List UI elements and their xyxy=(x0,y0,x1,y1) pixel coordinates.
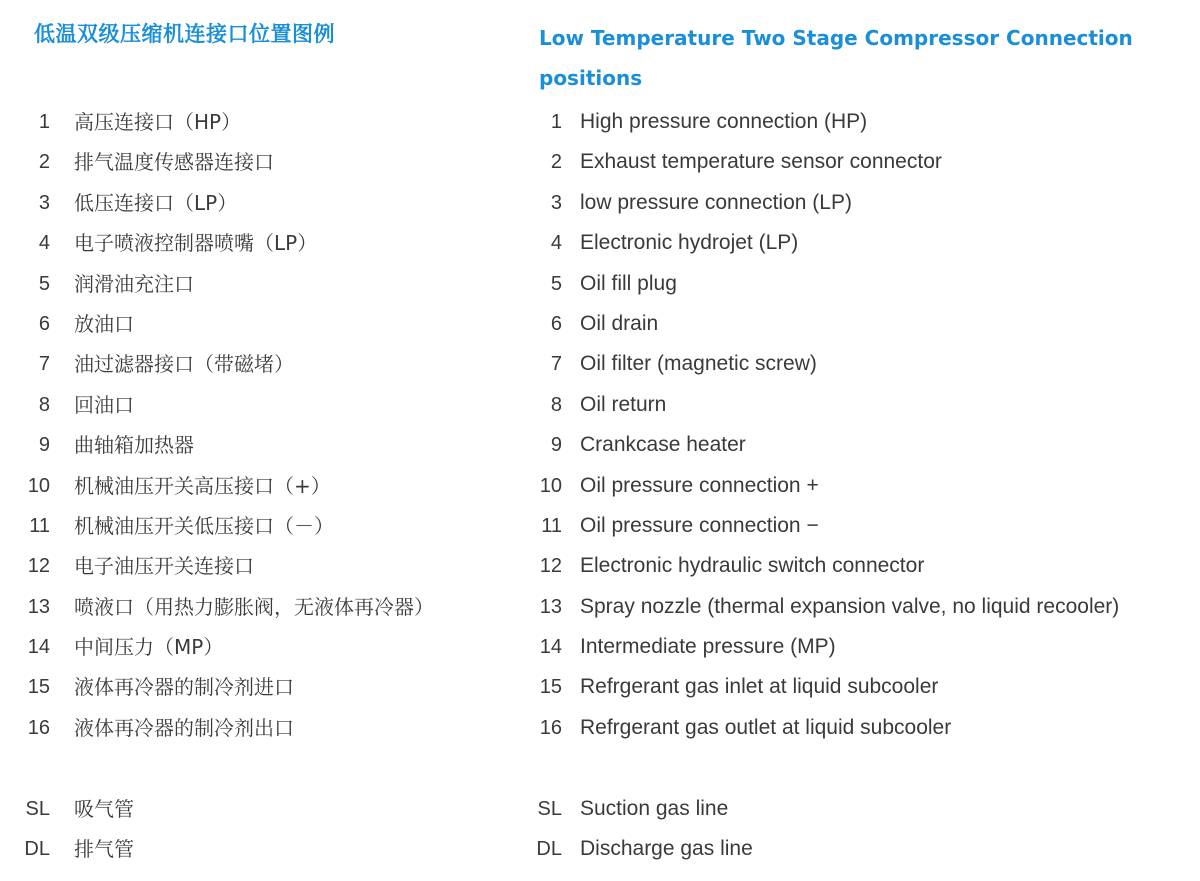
legend-text: Electronic hydrojet (LP) xyxy=(580,231,799,255)
legend-row xyxy=(520,708,1200,748)
legend-row xyxy=(0,546,520,586)
legend-text: Crankcase heater xyxy=(580,433,746,457)
legend-row xyxy=(0,304,520,344)
legend-text: Refrgerant gas inlet at liquid subcooler xyxy=(580,675,939,699)
legend-list-en xyxy=(520,102,1200,748)
legend-number: 3 xyxy=(550,191,562,214)
legend-text: Oil pressure connection − xyxy=(580,513,819,537)
legend-number: 2 xyxy=(550,151,562,174)
legend-row xyxy=(0,344,520,384)
legend-number: 7 xyxy=(550,353,562,376)
legend-row xyxy=(520,344,1200,384)
legend-row xyxy=(520,385,1200,425)
legend-text: 低压连接口（LP） xyxy=(74,190,238,215)
legend-text: 液体再冷器的制冷剂进口 xyxy=(74,675,294,700)
legend-number: 1 xyxy=(38,111,50,133)
legend-row xyxy=(0,627,520,667)
legend-text: Spray nozzle (thermal expansion valve, no liquid recooler) xyxy=(580,594,1120,618)
legend-row xyxy=(0,708,520,748)
legend-title-zh: 低温双级压缩机连接口位置图例 xyxy=(34,22,335,46)
legend-row xyxy=(520,506,1200,546)
legend-row xyxy=(0,425,520,465)
legend-number: 15 xyxy=(27,676,50,699)
legend-text: 排气温度传感器连接口 xyxy=(74,150,274,175)
legend-text: 放油口 xyxy=(74,311,134,336)
legend-number: DL xyxy=(536,838,562,861)
legend-number: 10 xyxy=(539,474,562,497)
pipe-row xyxy=(0,789,520,829)
legend-text: Electronic hydraulic switch connector xyxy=(580,554,925,578)
legend-text: Oil return xyxy=(580,392,667,416)
legend-text: 吸气管 xyxy=(74,797,134,821)
legend-number: 14 xyxy=(539,636,562,659)
legend-number: 8 xyxy=(550,393,562,416)
legend-row xyxy=(0,102,520,142)
legend-row xyxy=(520,667,1200,707)
legend-row xyxy=(0,466,520,506)
legend-row xyxy=(0,587,520,627)
legend-text: Oil pressure connection + xyxy=(580,473,819,497)
legend-text: 中间压力（MP） xyxy=(74,635,224,660)
legend-number: 9 xyxy=(550,434,562,457)
pipe-row xyxy=(520,829,1200,869)
legend-number: 6 xyxy=(550,312,562,335)
legend-row xyxy=(520,304,1200,344)
pipe-list-en xyxy=(520,789,1200,870)
legend-text: 曲轴箱加热器 xyxy=(74,433,194,458)
legend-text: Suction gas line xyxy=(580,797,729,820)
legend-number: 2 xyxy=(38,151,50,174)
legend-text: 电子油压开关连接口 xyxy=(74,554,254,579)
legend-row xyxy=(520,264,1200,304)
legend-number: 11 xyxy=(541,514,562,537)
legend-number: DL xyxy=(24,838,50,861)
legend-text: low pressure connection (LP) xyxy=(580,190,852,214)
legend-number: 9 xyxy=(38,434,50,457)
legend-number: 8 xyxy=(38,393,50,416)
legend-row xyxy=(520,466,1200,506)
legend-number: 5 xyxy=(550,272,562,295)
legend-text: 排气管 xyxy=(74,837,134,862)
legend-number: 5 xyxy=(38,272,50,295)
legend-row xyxy=(520,425,1200,465)
legend-row xyxy=(0,667,520,707)
legend-number: 14 xyxy=(27,636,50,659)
legend-number: 11 xyxy=(29,514,50,537)
legend-number: 16 xyxy=(539,716,562,739)
legend-text: High pressure connection (HP) xyxy=(580,110,868,133)
legend-number: SL xyxy=(537,798,562,820)
legend-number: 3 xyxy=(38,191,50,214)
legend-text: Discharge gas line xyxy=(580,837,753,861)
legend-row xyxy=(0,183,520,223)
legend-number: 4 xyxy=(550,232,562,255)
legend-text: 回油口 xyxy=(74,392,134,417)
legend-text: 润滑油充注口 xyxy=(74,271,194,296)
legend-text: Intermediate pressure (MP) xyxy=(580,635,836,659)
legend-row xyxy=(520,546,1200,586)
legend-row xyxy=(0,385,520,425)
legend-number: 13 xyxy=(539,595,562,618)
legend-text: 油过滤器接口（带磁堵） xyxy=(74,352,294,377)
legend-number: 12 xyxy=(539,555,562,578)
legend-number: 4 xyxy=(38,232,50,255)
legend-text: Oil drain xyxy=(580,311,659,335)
pipe-list-zh xyxy=(0,789,520,870)
legend-number: 10 xyxy=(27,474,50,497)
legend-number: 7 xyxy=(38,353,50,376)
legend-text: 高压连接口（HP） xyxy=(74,110,242,134)
legend-row xyxy=(520,102,1200,142)
legend-text: Refrgerant gas outlet at liquid subcooler xyxy=(580,715,952,739)
legend-text: Oil fill plug xyxy=(580,271,677,295)
legend-number: 12 xyxy=(27,555,50,578)
legend-row xyxy=(0,506,520,546)
legend-text: 电子喷液控制器喷嘴（LP） xyxy=(74,231,318,256)
legend-number: 13 xyxy=(27,595,50,618)
legend-number: 16 xyxy=(27,716,50,739)
legend-number: 1 xyxy=(550,111,562,133)
legend-row xyxy=(520,142,1200,182)
legend-number: SL xyxy=(25,798,50,820)
legend-text: 喷液口（用热力膨胀阀，无液体再冷器） xyxy=(74,594,434,619)
pipe-row xyxy=(0,829,520,869)
legend-text: Oil filter (magnetic screw) xyxy=(580,352,817,376)
legend-number: 15 xyxy=(539,676,562,699)
legend-title-en: Low Temperature Two Stage Compressor Connection positions xyxy=(539,26,1133,90)
legend-number: 6 xyxy=(38,312,50,335)
legend-text: Exhaust temperature sensor connector xyxy=(580,150,942,174)
legend-text: 机械油压开关低压接口（－） xyxy=(74,513,334,538)
legend-list-zh xyxy=(0,102,520,748)
legend-row xyxy=(520,223,1200,263)
legend-row xyxy=(520,627,1200,667)
pipe-row xyxy=(520,789,1200,829)
legend-row xyxy=(520,587,1200,627)
legend-row xyxy=(0,142,520,182)
legend-row xyxy=(0,223,520,263)
legend-row xyxy=(0,264,520,304)
legend-text: 液体再冷器的制冷剂出口 xyxy=(74,715,294,740)
legend-text: 机械油压开关高压接口（+） xyxy=(74,473,331,498)
legend-row xyxy=(520,183,1200,223)
